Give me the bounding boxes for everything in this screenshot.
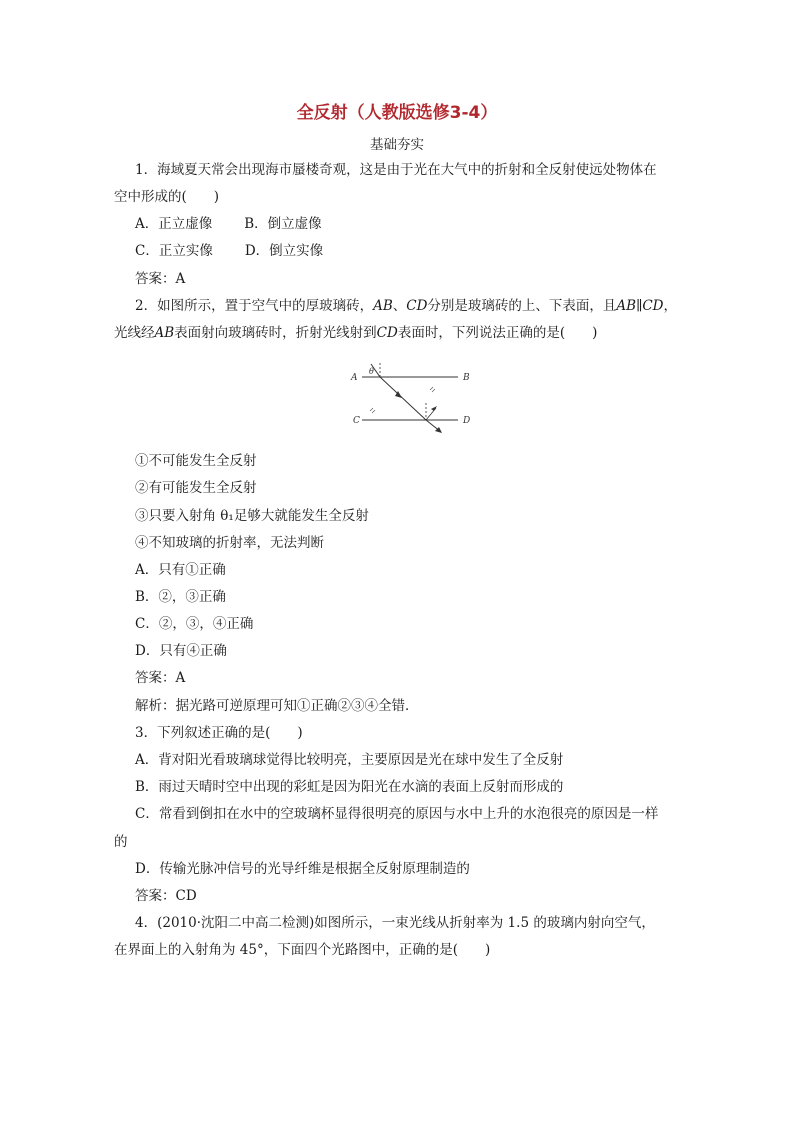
label-a: A [351,373,358,383]
q2-stem-line1 [135,297,677,315]
q3-stem: 3．下列叙述正确的是( ) [135,725,303,741]
q2-surface-cd: CD [376,325,398,341]
hatch-mark [430,387,433,390]
q2-parallel-expr: AB∥CD [616,298,664,314]
q1-option-c: C．正立实像 [135,243,213,259]
q3-option-a: A．背对阳光看玻璃球觉得比较明亮，主要原因是光在球中发生了全反射 [135,752,564,768]
q2-surface-ab: AB [373,298,393,314]
q1-stem-line1: 1．海域夏天常会出现海市蜃楼奇观，这是由于光在大气中的折射和全反射使远处物体在 [135,162,657,178]
q2-statement-1: ①不可能发生全反射 [135,453,257,469]
q2-statement-4: ④不知玻璃的折射率，无法判断 [135,535,324,551]
q2-surface-cd: CD [406,298,428,314]
label-c: C [353,416,360,426]
q2-text: 表面时，下列说法正确的是( ) [397,325,598,341]
q1-options-row2 [135,242,323,260]
q2-surface-ab: AB [154,325,175,341]
q2-option-c: C．②，③，④正确 [135,616,254,632]
q1-option-d: D．倒立实像 [244,243,324,259]
q1-answer: 答案：A [135,271,186,287]
q3-option-c-line2: 的 [114,834,128,850]
q2-statement-2: ②有可能发生全反射 [135,480,257,496]
refracted-ray [380,377,426,420]
q2-text: 分别是玻璃砖的上、下表面，且 [427,298,617,314]
label-d: D [463,416,471,426]
q2-text: 2．如图所示，置于空气中的厚玻璃砖， [135,298,374,314]
q2-text: ， [663,298,677,314]
hatch-mark [372,410,375,413]
q1-stem-line2: 空中形成的( ) [114,189,220,205]
q1-options-row1 [135,215,322,233]
q3-option-c-line1: C．常看到倒扣在水中的空玻璃杯显得很明亮的原因与水中上升的水泡很亮的原因是一样 [135,806,659,822]
q2-text: 、 [392,298,407,314]
label-theta: θ [369,367,374,376]
q2-option-b: B．②，③正确 [135,589,226,605]
q2-option-d: D．只有④正确 [135,643,227,659]
hatch-mark [370,408,373,411]
q2-statement-3: ③只要入射角 θ₁足够大就能发生全反射 [135,508,369,524]
q2-option-a: A．只有①正确 [135,562,226,578]
q3-option-d: D．传输光脉冲信号的光导纤维是根据全反射原理制造的 [135,861,470,877]
q2-text: 表面射向玻璃砖时，折射光线射到 [174,325,377,341]
document-title: 全反射（人教版选修3-4） [296,103,498,123]
q4-stem-line2: 在界面上的入射角为 45°，下面四个光路图中，正确的是( ) [114,942,491,958]
hatch-mark [432,389,435,392]
q4-stem-line1: 4．(2010·沈阳二中高二检测)如图所示，一束光线从折射率为 1.5 的玻璃内射向空气， [135,915,655,931]
section-heading: 基础夯实 [370,137,424,153]
label-b: B [463,373,470,383]
q1-option-b: B．倒立虚像 [244,216,322,232]
q2-stem-line2 [114,324,597,342]
q2-text: 光线经 [114,325,155,341]
q3-answer: 答案：CD [135,888,197,904]
q1-option-a: A．正立虚像 [135,216,213,232]
q2-answer: 答案：A [135,670,186,686]
q2-analysis: 解析：据光路可逆原理可知①正确②③④全错． [135,698,419,714]
q2-glass-slab-figure [340,358,480,438]
q3-option-b: B．雨过天晴时空中出现的彩虹是因为阳光在水滴的表面上反射而形成的 [135,779,564,795]
